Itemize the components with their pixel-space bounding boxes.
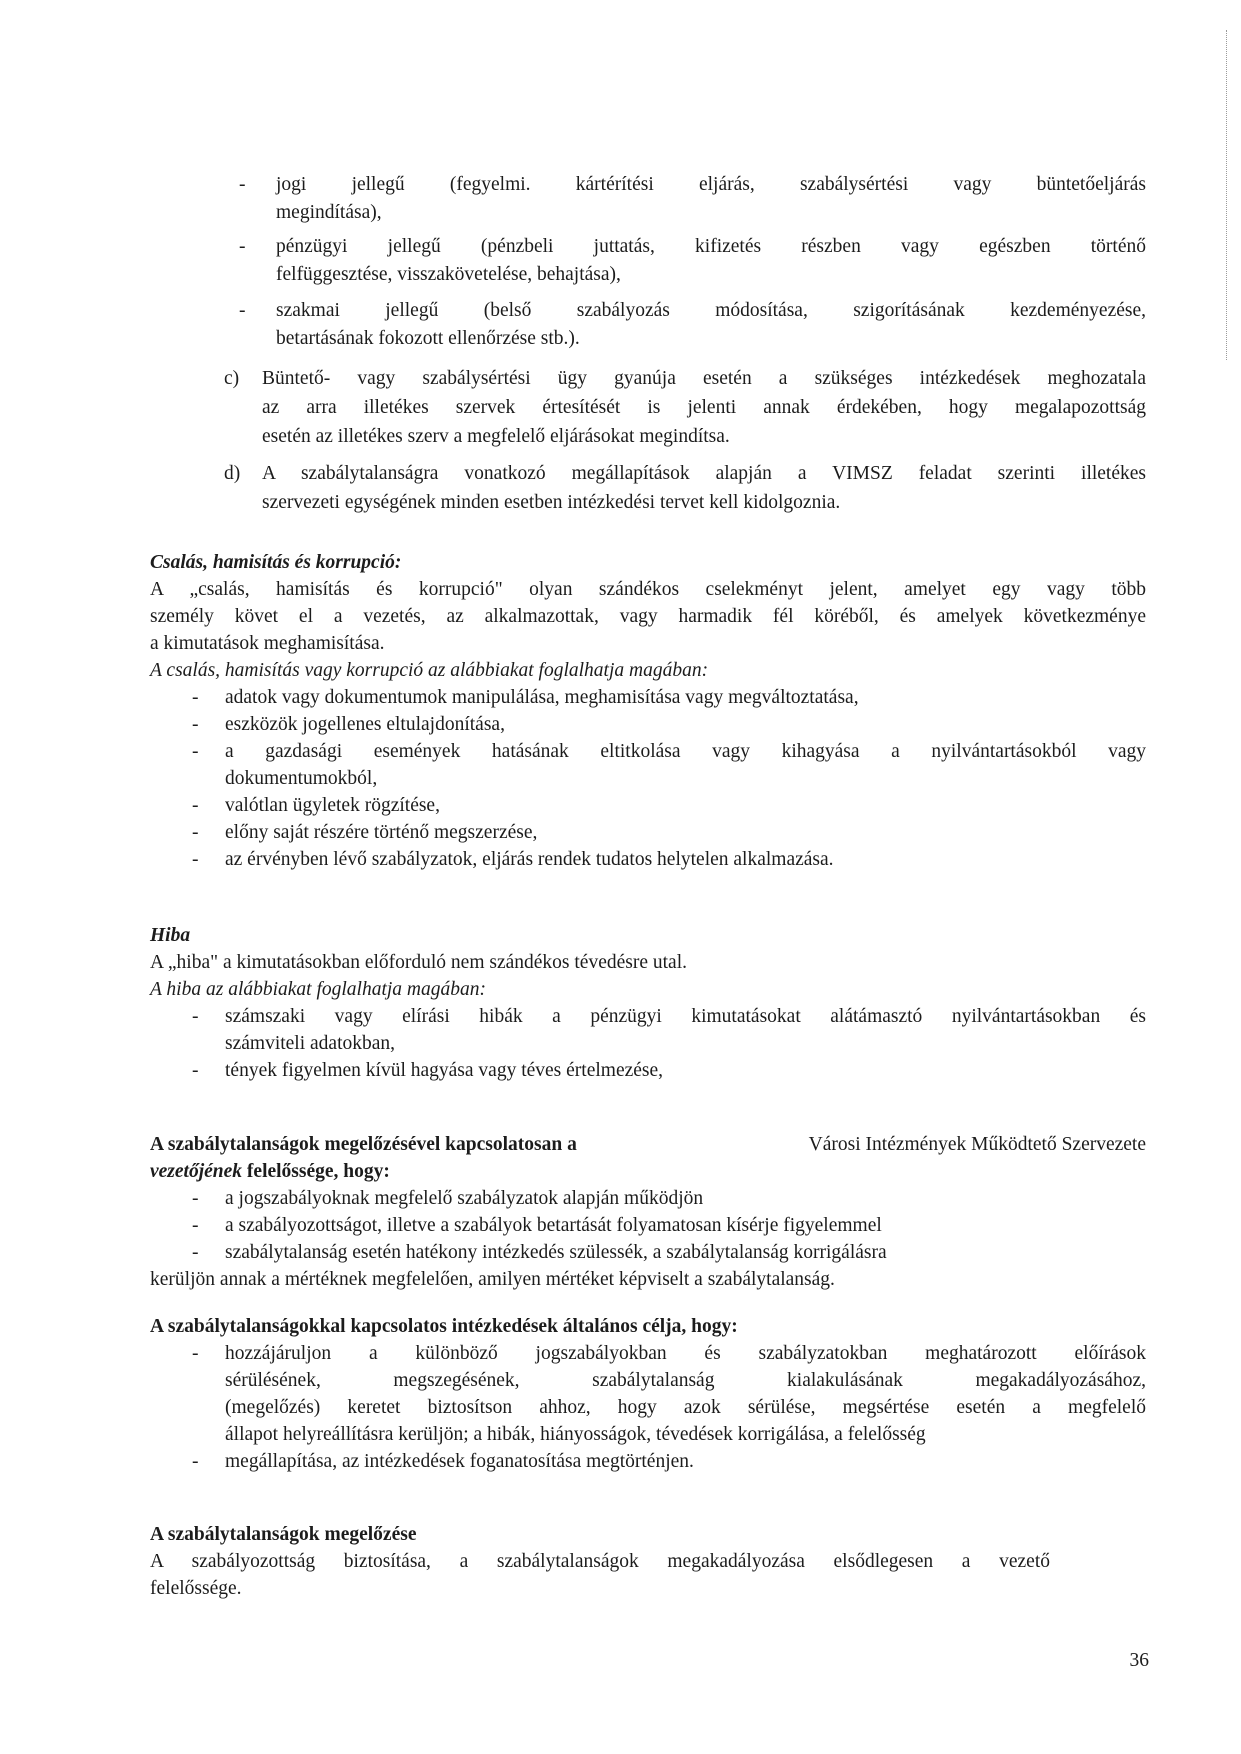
list-item-line: sérülésének, megszegésének, szabálytalanság kialakulásának megakadályozásához, [225, 1370, 1146, 1391]
list-item-marker: - [192, 1343, 199, 1364]
list-item-marker: - [239, 174, 246, 195]
list-item-line: megállapítása, az intézkedések foganatosítása megtörténjen. [225, 1451, 694, 1472]
list-item-marker: - [192, 849, 199, 870]
error-intro: A hiba az alábbiakat foglalhatja magában: [150, 979, 487, 1000]
list-item-line: számviteli adatokban, [225, 1033, 396, 1054]
list-item-line: pénzügyi jellegű (pénzbeli juttatás, kifizetés részben vagy egészben történő [276, 236, 1146, 257]
responsibility-heading-line [150, 1132, 1146, 1158]
list-item-line: (megelőzés) keretet biztosítson ahhoz, hogy azok sérülése, megsértése esetén a megfelelő [225, 1397, 1146, 1418]
list-item-line: adatok vagy dokumentumok manipulálása, meghamisítása vagy megváltoztatása, [225, 687, 859, 708]
section-heading-prevention: A szabálytalanságok megelőzése [150, 1524, 417, 1545]
page-number: 36 [1129, 1650, 1149, 1671]
list-item-continuation: kerüljön annak a mértéknek megfelelően, amilyen mértéket képviselt a szabálytalanság. [150, 1269, 835, 1290]
responsibility-heading-tail: felelőssége, hogy: [246, 1161, 390, 1182]
fraud-intro: A csalás, hamisítás vagy korrupció az alábbiakat foglalhatja magában: [150, 660, 709, 681]
list-item-line: a jogszabályoknak megfelelő szabályzatok alapján működjön [225, 1188, 704, 1209]
list-item-line: esetén az illetékes szerv a megfelelő eljárásokat megindítsa. [262, 426, 730, 447]
list-item-line: Büntető- vagy szabálysértési ügy gyanúja esetén a szükséges intézkedések meghozatala [262, 368, 1146, 389]
section-heading-error: Hiba [150, 925, 191, 946]
responsibility-heading-org: Városi Intézmények Működtető Szervezete [808, 1134, 1146, 1155]
responsibility-heading-subject: vezetőjének [150, 1161, 243, 1182]
list-item-line: szervezeti egységének minden esetben intézkedési tervet kell kidolgoznia. [262, 492, 841, 513]
list-item-line: szakmai jellegű (belső szabályozás módosítása, szigorításának kezdeményezése, [276, 300, 1146, 321]
section-heading-fraud: Csalás, hamisítás és korrupció: [150, 552, 402, 573]
fraud-paragraph-line: A „csalás, hamisítás és korrupció" olyan szándékos cselekményt jelent, amelyet egy vagy több [150, 579, 1146, 600]
list-item-marker: - [239, 300, 246, 321]
list-item-line: a gazdasági események hatásának eltitkolása vagy kihagyása a nyilvántartásokból vagy [225, 741, 1146, 762]
list-item-line: állapot helyreállításra kerüljön; a hibák, hiányosságok, tévedések korrigálása, a felelősség [225, 1424, 926, 1445]
list-item-line: felfüggesztése, visszakövetelése, behajtása), [276, 264, 621, 285]
list-item-marker: - [192, 687, 199, 708]
scan-edge-line [1226, 30, 1228, 360]
fraud-paragraph-line: a kimutatások meghamisítása. [150, 633, 385, 654]
responsibility-heading-line [150, 1159, 390, 1185]
list-item-line: hozzájáruljon a különböző jogszabályokban és szabályzatokban meghatározott előírások [225, 1343, 1146, 1364]
list-item-marker: - [239, 236, 246, 257]
responsibility-heading-bold: A szabálytalanságok megelőzésével kapcsolatosan a [150, 1134, 577, 1155]
list-item-marker: - [192, 714, 199, 735]
list-item-marker: - [192, 1242, 199, 1263]
list-item-marker: c) [224, 368, 240, 389]
list-item-line: dokumentumokból, [225, 768, 378, 789]
list-item-line: valótlan ügyletek rögzítése, [225, 795, 440, 816]
list-item-line: tények figyelmen kívül hagyása vagy téves értelmezése, [225, 1060, 664, 1081]
list-item-marker: - [192, 1451, 199, 1472]
list-item-marker: - [192, 1188, 199, 1209]
list-item-marker: - [192, 1215, 199, 1236]
prevention-paragraph-line: A szabályozottság biztosítása, a szabálytalanságok megakadályozása elsődlegesen a vezető [150, 1551, 1050, 1572]
list-item-marker: d) [224, 463, 241, 484]
prevention-paragraph-line: felelőssége. [150, 1578, 242, 1599]
list-item-line: az arra illetékes szervek értesítését is jelenti annak érdekében, hogy megalapozottság [262, 397, 1146, 418]
list-item-line: előny saját részére történő megszerzése, [225, 822, 538, 843]
list-item-marker: - [192, 1006, 199, 1027]
list-item-line: számszaki vagy elírási hibák a pénzügyi kimutatásokat alátámasztó nyilvántartásokban és [225, 1006, 1146, 1027]
list-item-line: betartásának fokozott ellenőrzése stb.). [276, 328, 580, 349]
error-paragraph: A „hiba" a kimutatásokban előforduló nem szándékos tévedésre utal. [150, 952, 688, 973]
list-item-marker: - [192, 822, 199, 843]
list-item-line: a szabályozottságot, illetve a szabályok betartását folyamatosan kísérje figyelemmel [225, 1215, 882, 1236]
list-item-line: eszközök jogellenes eltulajdonítása, [225, 714, 505, 735]
section-heading-goal: A szabálytalanságokkal kapcsolatos intézkedések általános célja, hogy: [150, 1316, 738, 1337]
list-item-line: szabálytalanság esetén hatékony intézkedés szülessék, a szabálytalanság korrigálásra [225, 1242, 887, 1263]
list-item-line: jogi jellegű (fegyelmi. kártérítési eljárás, szabálysértési vagy büntetőeljárás [276, 174, 1146, 195]
list-item-marker: - [192, 1060, 199, 1081]
fraud-paragraph-line: személy követ el a vezetés, az alkalmazottak, vagy harmadik fél köréből, és amelyek következménye [150, 606, 1146, 627]
list-item-line: megindítása), [276, 202, 382, 223]
list-item-marker: - [192, 795, 199, 816]
list-item-line: A szabálytalanságra vonatkozó megállapítások alapján a VIMSZ feladat szerinti illetékes [262, 463, 1146, 484]
list-item-marker: - [192, 741, 199, 762]
list-item-line: az érvényben lévő szabályzatok, eljárás rendek tudatos helytelen alkalmazása. [225, 849, 834, 870]
